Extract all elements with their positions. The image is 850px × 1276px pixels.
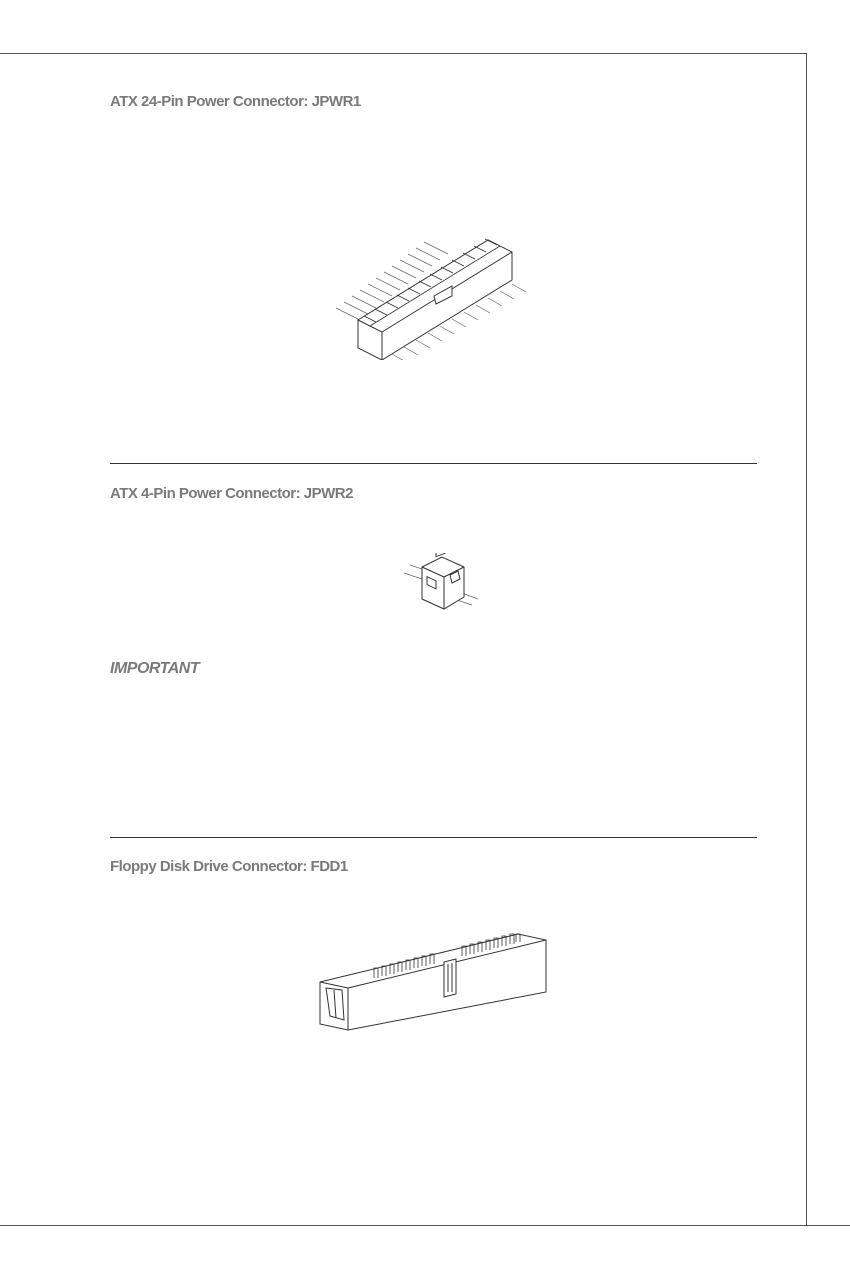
section-divider bbox=[110, 463, 757, 464]
fdd-connector-icon bbox=[318, 932, 550, 1032]
section-divider bbox=[110, 837, 757, 838]
atx-4pin-connector-icon bbox=[402, 553, 480, 613]
atx-24pin-connector-icon bbox=[330, 230, 540, 360]
section-heading-jpwr1: ATX 24-Pin Power Connector: JPWR1 bbox=[110, 93, 361, 110]
page-frame-bottom bbox=[0, 1225, 850, 1226]
section-heading-fdd1: Floppy Disk Drive Connector: FDD1 bbox=[110, 858, 348, 875]
page-frame-right bbox=[806, 53, 807, 1225]
important-label: IMPORTANT bbox=[110, 660, 200, 677]
section-heading-jpwr2: ATX 4-Pin Power Connector: JPWR2 bbox=[110, 485, 353, 502]
page-frame-top bbox=[0, 53, 806, 54]
